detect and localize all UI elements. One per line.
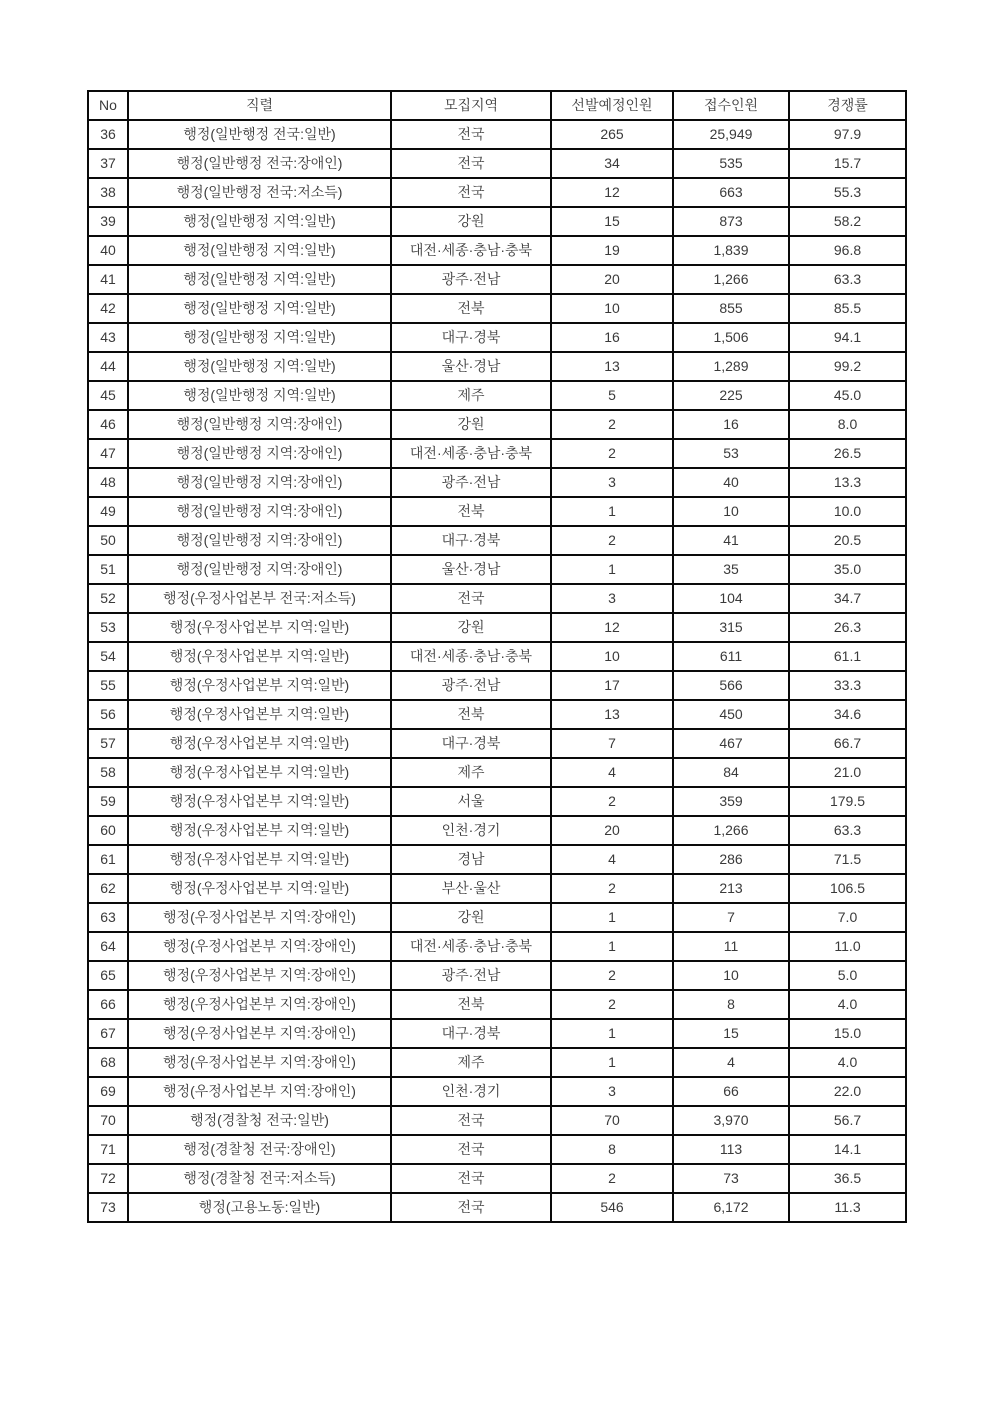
- competition-rate: 26.5: [789, 439, 906, 468]
- row-no: 50: [88, 526, 128, 555]
- applicant-count: 286: [673, 845, 789, 874]
- competition-rate: 8.0: [789, 410, 906, 439]
- planned-count: 12: [551, 178, 673, 207]
- applicant-count: 535: [673, 149, 789, 178]
- recruit-region: 전국: [391, 149, 551, 178]
- recruit-region: 강원: [391, 903, 551, 932]
- job-series: 행정(일반행정 지역:일반): [128, 323, 391, 352]
- recruit-region: 대전·세종·충남·충북: [391, 439, 551, 468]
- job-series: 행정(일반행정 지역:일반): [128, 381, 391, 410]
- competition-rate: 34.6: [789, 700, 906, 729]
- table-row: [88, 207, 906, 236]
- recruit-region: 울산·경남: [391, 352, 551, 381]
- planned-count: 3: [551, 584, 673, 613]
- row-no: 43: [88, 323, 128, 352]
- recruit-region: 인천·경기: [391, 1077, 551, 1106]
- planned-count: 265: [551, 120, 673, 149]
- planned-count: 15: [551, 207, 673, 236]
- applicant-count: 113: [673, 1135, 789, 1164]
- table-row: [88, 1135, 906, 1164]
- row-no: 36: [88, 120, 128, 149]
- row-no: 72: [88, 1164, 128, 1193]
- recruit-region: 광주·전남: [391, 671, 551, 700]
- recruit-region: 전국: [391, 584, 551, 613]
- recruit-region: 제주: [391, 381, 551, 410]
- planned-count: 2: [551, 787, 673, 816]
- table-row: [88, 816, 906, 845]
- recruit-region: 전국: [391, 120, 551, 149]
- competition-rate: 36.5: [789, 1164, 906, 1193]
- row-no: 54: [88, 642, 128, 671]
- job-series: 행정(우정사업본부 지역:일반): [128, 845, 391, 874]
- competition-rate: 10.0: [789, 497, 906, 526]
- competition-rate: 14.1: [789, 1135, 906, 1164]
- competition-rate: 13.3: [789, 468, 906, 497]
- applicant-count: 8: [673, 990, 789, 1019]
- row-no: 69: [88, 1077, 128, 1106]
- row-no: 37: [88, 149, 128, 178]
- applicant-count: 225: [673, 381, 789, 410]
- competition-rate: 94.1: [789, 323, 906, 352]
- competition-rate: 45.0: [789, 381, 906, 410]
- job-series: 행정(우정사업본부 지역:일반): [128, 729, 391, 758]
- job-series: 행정(일반행정 지역:장애인): [128, 555, 391, 584]
- recruit-region: 전국: [391, 1193, 551, 1222]
- job-series: 행정(우정사업본부 지역:일반): [128, 816, 391, 845]
- planned-count: 8: [551, 1135, 673, 1164]
- table-row: [88, 845, 906, 874]
- job-series: 행정(일반행정 지역:장애인): [128, 439, 391, 468]
- table-row: [88, 613, 906, 642]
- job-series: 행정(우정사업본부 지역:장애인): [128, 932, 391, 961]
- applicant-count: 873: [673, 207, 789, 236]
- job-series: 행정(우정사업본부 지역:장애인): [128, 903, 391, 932]
- planned-count: 3: [551, 1077, 673, 1106]
- recruit-region: 광주·전남: [391, 265, 551, 294]
- planned-count: 1: [551, 555, 673, 584]
- job-series: 행정(우정사업본부 지역:일반): [128, 700, 391, 729]
- table-row: [88, 758, 906, 787]
- competition-rate: 34.7: [789, 584, 906, 613]
- planned-count: 13: [551, 700, 673, 729]
- recruit-region: 대전·세종·충남·충북: [391, 236, 551, 265]
- job-series: 행정(우정사업본부 지역:장애인): [128, 990, 391, 1019]
- table-row: [88, 555, 906, 584]
- job-series: 행정(우정사업본부 지역:일반): [128, 874, 391, 903]
- recruit-region: 강원: [391, 207, 551, 236]
- table-row: [88, 1106, 906, 1135]
- recruit-region: 대구·경북: [391, 526, 551, 555]
- column-header-applicant-count: 접수인원: [673, 91, 789, 120]
- applicant-count: 7: [673, 903, 789, 932]
- competition-rate: 5.0: [789, 961, 906, 990]
- job-series: 행정(우정사업본부 지역:장애인): [128, 961, 391, 990]
- recruit-region: 전북: [391, 990, 551, 1019]
- planned-count: 2: [551, 874, 673, 903]
- table-row: [88, 1019, 906, 1048]
- planned-count: 13: [551, 352, 673, 381]
- row-no: 68: [88, 1048, 128, 1077]
- recruit-region: 경남: [391, 845, 551, 874]
- table-row: [88, 1048, 906, 1077]
- row-no: 41: [88, 265, 128, 294]
- row-no: 70: [88, 1106, 128, 1135]
- applicant-count: 855: [673, 294, 789, 323]
- row-no: 42: [88, 294, 128, 323]
- competition-rate: 33.3: [789, 671, 906, 700]
- applicant-count: 53: [673, 439, 789, 468]
- table-row: [88, 1193, 906, 1222]
- job-series: 행정(일반행정 지역:일반): [128, 265, 391, 294]
- applicant-count: 1,839: [673, 236, 789, 265]
- competition-rate: 58.2: [789, 207, 906, 236]
- row-no: 66: [88, 990, 128, 1019]
- planned-count: 7: [551, 729, 673, 758]
- row-no: 45: [88, 381, 128, 410]
- job-series: 행정(일반행정 전국:저소득): [128, 178, 391, 207]
- row-no: 73: [88, 1193, 128, 1222]
- competition-rate: 179.5: [789, 787, 906, 816]
- applicant-count: 1,506: [673, 323, 789, 352]
- competition-rate: 66.7: [789, 729, 906, 758]
- planned-count: 10: [551, 642, 673, 671]
- applicant-count: 3,970: [673, 1106, 789, 1135]
- table-row: [88, 642, 906, 671]
- table-row: [88, 236, 906, 265]
- planned-count: 1: [551, 903, 673, 932]
- table-row: [88, 149, 906, 178]
- table-row: [88, 120, 906, 149]
- row-no: 71: [88, 1135, 128, 1164]
- planned-count: 2: [551, 1164, 673, 1193]
- planned-count: 16: [551, 323, 673, 352]
- job-series: 행정(우정사업본부 지역:장애인): [128, 1077, 391, 1106]
- planned-count: 2: [551, 439, 673, 468]
- job-series: 행정(우정사업본부 지역:일반): [128, 642, 391, 671]
- recruit-region: 대구·경북: [391, 1019, 551, 1048]
- job-series: 행정(일반행정 전국:일반): [128, 120, 391, 149]
- table-row: [88, 874, 906, 903]
- column-header-competition-rate: 경쟁률: [789, 91, 906, 120]
- job-series: 행정(일반행정 지역:장애인): [128, 468, 391, 497]
- applicant-count: 16: [673, 410, 789, 439]
- planned-count: 1: [551, 497, 673, 526]
- applicant-count: 1,289: [673, 352, 789, 381]
- job-series: 행정(경찰청 전국:저소득): [128, 1164, 391, 1193]
- row-no: 53: [88, 613, 128, 642]
- row-no: 38: [88, 178, 128, 207]
- table-row: [88, 178, 906, 207]
- applicant-count: 66: [673, 1077, 789, 1106]
- applicant-count: 450: [673, 700, 789, 729]
- applicant-count: 35: [673, 555, 789, 584]
- applicant-count: 10: [673, 497, 789, 526]
- planned-count: 34: [551, 149, 673, 178]
- planned-count: 4: [551, 758, 673, 787]
- job-series: 행정(우정사업본부 전국:저소득): [128, 584, 391, 613]
- planned-count: 10: [551, 294, 673, 323]
- applicant-count: 73: [673, 1164, 789, 1193]
- job-series: 행정(일반행정 지역:장애인): [128, 526, 391, 555]
- planned-count: 2: [551, 526, 673, 555]
- table-row: [88, 903, 906, 932]
- row-no: 52: [88, 584, 128, 613]
- applicant-count: 84: [673, 758, 789, 787]
- job-series: 행정(우정사업본부 지역:일반): [128, 613, 391, 642]
- recruit-region: 전국: [391, 1106, 551, 1135]
- table-row: [88, 700, 906, 729]
- planned-count: 20: [551, 265, 673, 294]
- applicant-count: 663: [673, 178, 789, 207]
- job-series: 행정(우정사업본부 지역:일반): [128, 787, 391, 816]
- planned-count: 1: [551, 1019, 673, 1048]
- competition-rate: 61.1: [789, 642, 906, 671]
- competition-rate: 71.5: [789, 845, 906, 874]
- recruit-region: 울산·경남: [391, 555, 551, 584]
- recruit-region: 인천·경기: [391, 816, 551, 845]
- table-row: [88, 584, 906, 613]
- job-series: 행정(일반행정 전국:장애인): [128, 149, 391, 178]
- competition-rate: 15.7: [789, 149, 906, 178]
- applicant-count: 1,266: [673, 816, 789, 845]
- job-series: 행정(일반행정 지역:일반): [128, 236, 391, 265]
- competition-rate: 15.0: [789, 1019, 906, 1048]
- applicant-count: 40: [673, 468, 789, 497]
- competition-rate: 85.5: [789, 294, 906, 323]
- recruit-region: 강원: [391, 613, 551, 642]
- planned-count: 12: [551, 613, 673, 642]
- applicant-count: 41: [673, 526, 789, 555]
- recruit-region: 대전·세종·충남·충북: [391, 642, 551, 671]
- competition-rate-table: [87, 90, 907, 1223]
- row-no: 46: [88, 410, 128, 439]
- row-no: 48: [88, 468, 128, 497]
- competition-rate: 97.9: [789, 120, 906, 149]
- job-series: 행정(우정사업본부 지역:일반): [128, 758, 391, 787]
- competition-rate: 63.3: [789, 265, 906, 294]
- row-no: 67: [88, 1019, 128, 1048]
- job-series: 행정(일반행정 지역:일반): [128, 294, 391, 323]
- planned-count: 2: [551, 410, 673, 439]
- competition-rate: 4.0: [789, 1048, 906, 1077]
- competition-rate: 20.5: [789, 526, 906, 555]
- job-series: 행정(일반행정 지역:장애인): [128, 410, 391, 439]
- recruit-region: 전북: [391, 700, 551, 729]
- table-row: [88, 468, 906, 497]
- job-series: 행정(우정사업본부 지역:장애인): [128, 1048, 391, 1077]
- competition-rate: 106.5: [789, 874, 906, 903]
- applicant-count: 315: [673, 613, 789, 642]
- table-row: [88, 526, 906, 555]
- competition-rate: 99.2: [789, 352, 906, 381]
- header-row: [88, 91, 906, 120]
- planned-count: 19: [551, 236, 673, 265]
- job-series: 행정(일반행정 지역:일반): [128, 352, 391, 381]
- row-no: 63: [88, 903, 128, 932]
- row-no: 44: [88, 352, 128, 381]
- planned-count: 20: [551, 816, 673, 845]
- row-no: 59: [88, 787, 128, 816]
- recruit-region: 전국: [391, 1164, 551, 1193]
- row-no: 39: [88, 207, 128, 236]
- recruit-region: 대구·경북: [391, 323, 551, 352]
- applicant-count: 467: [673, 729, 789, 758]
- row-no: 51: [88, 555, 128, 584]
- recruit-region: 대구·경북: [391, 729, 551, 758]
- competition-rate: 11.3: [789, 1193, 906, 1222]
- recruit-region: 부산·울산: [391, 874, 551, 903]
- row-no: 65: [88, 961, 128, 990]
- planned-count: 17: [551, 671, 673, 700]
- applicant-count: 1,266: [673, 265, 789, 294]
- table-row: [88, 381, 906, 410]
- recruit-region: 전북: [391, 497, 551, 526]
- table-row: [88, 439, 906, 468]
- applicant-count: 4: [673, 1048, 789, 1077]
- applicant-count: 566: [673, 671, 789, 700]
- planned-count: 3: [551, 468, 673, 497]
- recruit-region: 전국: [391, 1135, 551, 1164]
- table-body: [88, 120, 906, 1222]
- competition-rate: 26.3: [789, 613, 906, 642]
- recruit-region: 제주: [391, 1048, 551, 1077]
- competition-rate: 11.0: [789, 932, 906, 961]
- row-no: 64: [88, 932, 128, 961]
- row-no: 47: [88, 439, 128, 468]
- row-no: 55: [88, 671, 128, 700]
- planned-count: 2: [551, 990, 673, 1019]
- row-no: 56: [88, 700, 128, 729]
- applicant-count: 104: [673, 584, 789, 613]
- table-row: [88, 323, 906, 352]
- row-no: 57: [88, 729, 128, 758]
- table-row: [88, 1164, 906, 1193]
- competition-rate: 4.0: [789, 990, 906, 1019]
- row-no: 58: [88, 758, 128, 787]
- job-series: 행정(고용노동:일반): [128, 1193, 391, 1222]
- column-header-recruit-region: 모집지역: [391, 91, 551, 120]
- column-header-job-series: 직렬: [128, 91, 391, 120]
- recruit-region: 전북: [391, 294, 551, 323]
- competition-rate: 35.0: [789, 555, 906, 584]
- planned-count: 2: [551, 961, 673, 990]
- planned-count: 5: [551, 381, 673, 410]
- table-row: [88, 410, 906, 439]
- column-header-row-no: No: [88, 91, 128, 120]
- competition-rate: 7.0: [789, 903, 906, 932]
- table-row: [88, 990, 906, 1019]
- recruit-region: 전국: [391, 178, 551, 207]
- competition-rate: 22.0: [789, 1077, 906, 1106]
- recruit-region: 제주: [391, 758, 551, 787]
- table-row: [88, 497, 906, 526]
- job-series: 행정(경찰청 전국:일반): [128, 1106, 391, 1135]
- row-no: 49: [88, 497, 128, 526]
- applicant-count: 359: [673, 787, 789, 816]
- planned-count: 1: [551, 932, 673, 961]
- recruit-region: 광주·전남: [391, 468, 551, 497]
- job-series: 행정(일반행정 지역:일반): [128, 207, 391, 236]
- recruit-region: 광주·전남: [391, 961, 551, 990]
- competition-rate: 56.7: [789, 1106, 906, 1135]
- job-series: 행정(경찰청 전국:장애인): [128, 1135, 391, 1164]
- job-series: 행정(우정사업본부 지역:일반): [128, 671, 391, 700]
- table-row: [88, 961, 906, 990]
- table-row: [88, 265, 906, 294]
- table-row: [88, 352, 906, 381]
- applicant-count: 10: [673, 961, 789, 990]
- applicant-count: 611: [673, 642, 789, 671]
- row-no: 40: [88, 236, 128, 265]
- competition-rate: 63.3: [789, 816, 906, 845]
- planned-count: 1: [551, 1048, 673, 1077]
- table-row: [88, 729, 906, 758]
- table-row: [88, 671, 906, 700]
- applicant-count: 6,172: [673, 1193, 789, 1222]
- applicant-count: 213: [673, 874, 789, 903]
- competition-rate: 21.0: [789, 758, 906, 787]
- job-series: 행정(일반행정 지역:장애인): [128, 497, 391, 526]
- competition-rate: 96.8: [789, 236, 906, 265]
- applicant-count: 15: [673, 1019, 789, 1048]
- planned-count: 546: [551, 1193, 673, 1222]
- row-no: 61: [88, 845, 128, 874]
- applicant-count: 11: [673, 932, 789, 961]
- recruit-region: 서울: [391, 787, 551, 816]
- planned-count: 70: [551, 1106, 673, 1135]
- column-header-planned-count: 선발예정인원: [551, 91, 673, 120]
- competition-rate: 55.3: [789, 178, 906, 207]
- job-series: 행정(우정사업본부 지역:장애인): [128, 1019, 391, 1048]
- table-row: [88, 932, 906, 961]
- table-row: [88, 1077, 906, 1106]
- planned-count: 4: [551, 845, 673, 874]
- table-row: [88, 294, 906, 323]
- applicant-count: 25,949: [673, 120, 789, 149]
- table-row: [88, 787, 906, 816]
- row-no: 62: [88, 874, 128, 903]
- row-no: 60: [88, 816, 128, 845]
- recruit-region: 대전·세종·충남·충북: [391, 932, 551, 961]
- recruit-region: 강원: [391, 410, 551, 439]
